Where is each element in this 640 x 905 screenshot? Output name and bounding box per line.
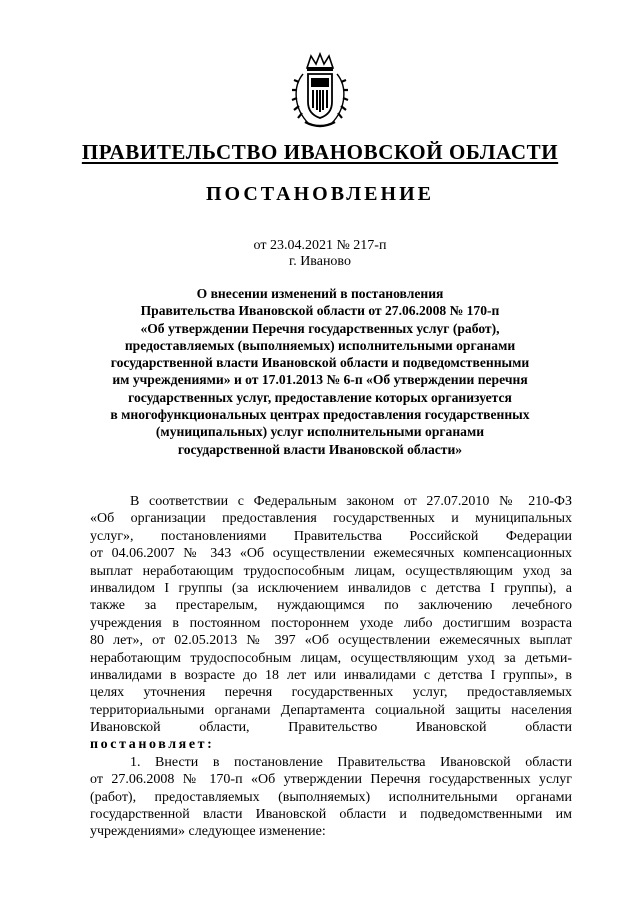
body-line: также за престарелым, нуждающимся по заключению лечебного <box>90 598 572 614</box>
body-line: услуг», постановлениями Правительства Российской Федерации <box>90 528 572 544</box>
government-title: ПРАВИТЕЛЬСТВО ИВАНОВСКОЙ ОБЛАСТИ <box>81 140 559 164</box>
document-meta <box>180 238 460 270</box>
heading-line: Правительства Ивановской области от 27.06.2008 № 170-п <box>140 303 500 319</box>
heading-line: «Об утверждении Перечня государственных услуг (работ), <box>140 320 500 336</box>
item-line: учреждениями» следующее изменение: <box>90 824 326 840</box>
heading-line: О внесении изменений в постановления <box>196 286 444 301</box>
body-line: неработающим трудоспособным лицам, осуществляющим уход за детьми- <box>90 650 572 666</box>
document-type-title: ПОСТАНОВЛЕНИЕ <box>206 183 434 205</box>
body-line: 80 лет», от 02.05.2013 № 397 «Об осуществлении ежемесячных выплат <box>90 633 572 649</box>
heading-line: (муниципальных) услуг исполнительными органами <box>155 424 485 440</box>
heading-line: государственной власти Ивановской области и подведомственными <box>110 355 530 371</box>
item-line: государственной власти Ивановской области и подведомственными им <box>90 807 572 823</box>
item-line: (работ), предоставляемых (выполняемых) исполнительными органами <box>90 789 572 805</box>
item-line: 1. Внести в постановление Правительства Ивановской области <box>130 754 572 770</box>
city: г. Иваново <box>289 254 351 269</box>
body-line: выплат неработающим трудоспособным лицам, осуществляющим уход за <box>90 563 572 579</box>
heading-line: государственных услуг, предоставление которых организуется <box>128 389 512 405</box>
body-line: учреждения в постоянном постороннем уходе либо достигшим возраста <box>90 615 572 631</box>
heading-line: государственной власти Ивановской области» <box>177 441 463 457</box>
body-line: Ивановской области, Правительство Ивановской области <box>90 720 572 736</box>
ivanovo-coat-of-arms-icon <box>289 52 351 132</box>
body-line: целях уточнения перечня государственных услуг, предоставляемых <box>90 685 572 701</box>
date-number: от 23.04.2021 № 217-п <box>253 238 387 253</box>
document-body <box>90 493 572 841</box>
heading-line: в многофункциональных центрах предоставления государственных <box>110 407 530 423</box>
item-line: от 27.06.2008 № 170-п «Об утверждении Перечня государственных услуг <box>90 772 572 788</box>
body-line: «Об организации предоставления государственных и муниципальных <box>90 511 572 527</box>
heading-line: им учреждениями» и от 17.01.2013 № 6-п «Об утверждении перечня <box>112 372 528 388</box>
body-line: инвалидами в возрасте до 18 лет или инвалидами с детства I группы», в <box>90 667 572 683</box>
body-line: от 04.06.2007 № 343 «Об осуществлении ежемесячных компенсационных <box>90 546 572 562</box>
body-line: территориальными органами Департамента социальной защиты населения <box>90 702 572 718</box>
resolves-word: постановляет: <box>90 737 215 753</box>
body-line: В соответствии с Федеральным законом от 27.07.2010 № 210-ФЗ <box>130 494 572 509</box>
body-line: инвалидом I группы (за исключением инвалидов с детства I группы), а <box>90 580 572 596</box>
heading-line: предоставляемых (выполняемых) исполнительными органами <box>124 337 516 353</box>
document-heading <box>86 285 554 458</box>
